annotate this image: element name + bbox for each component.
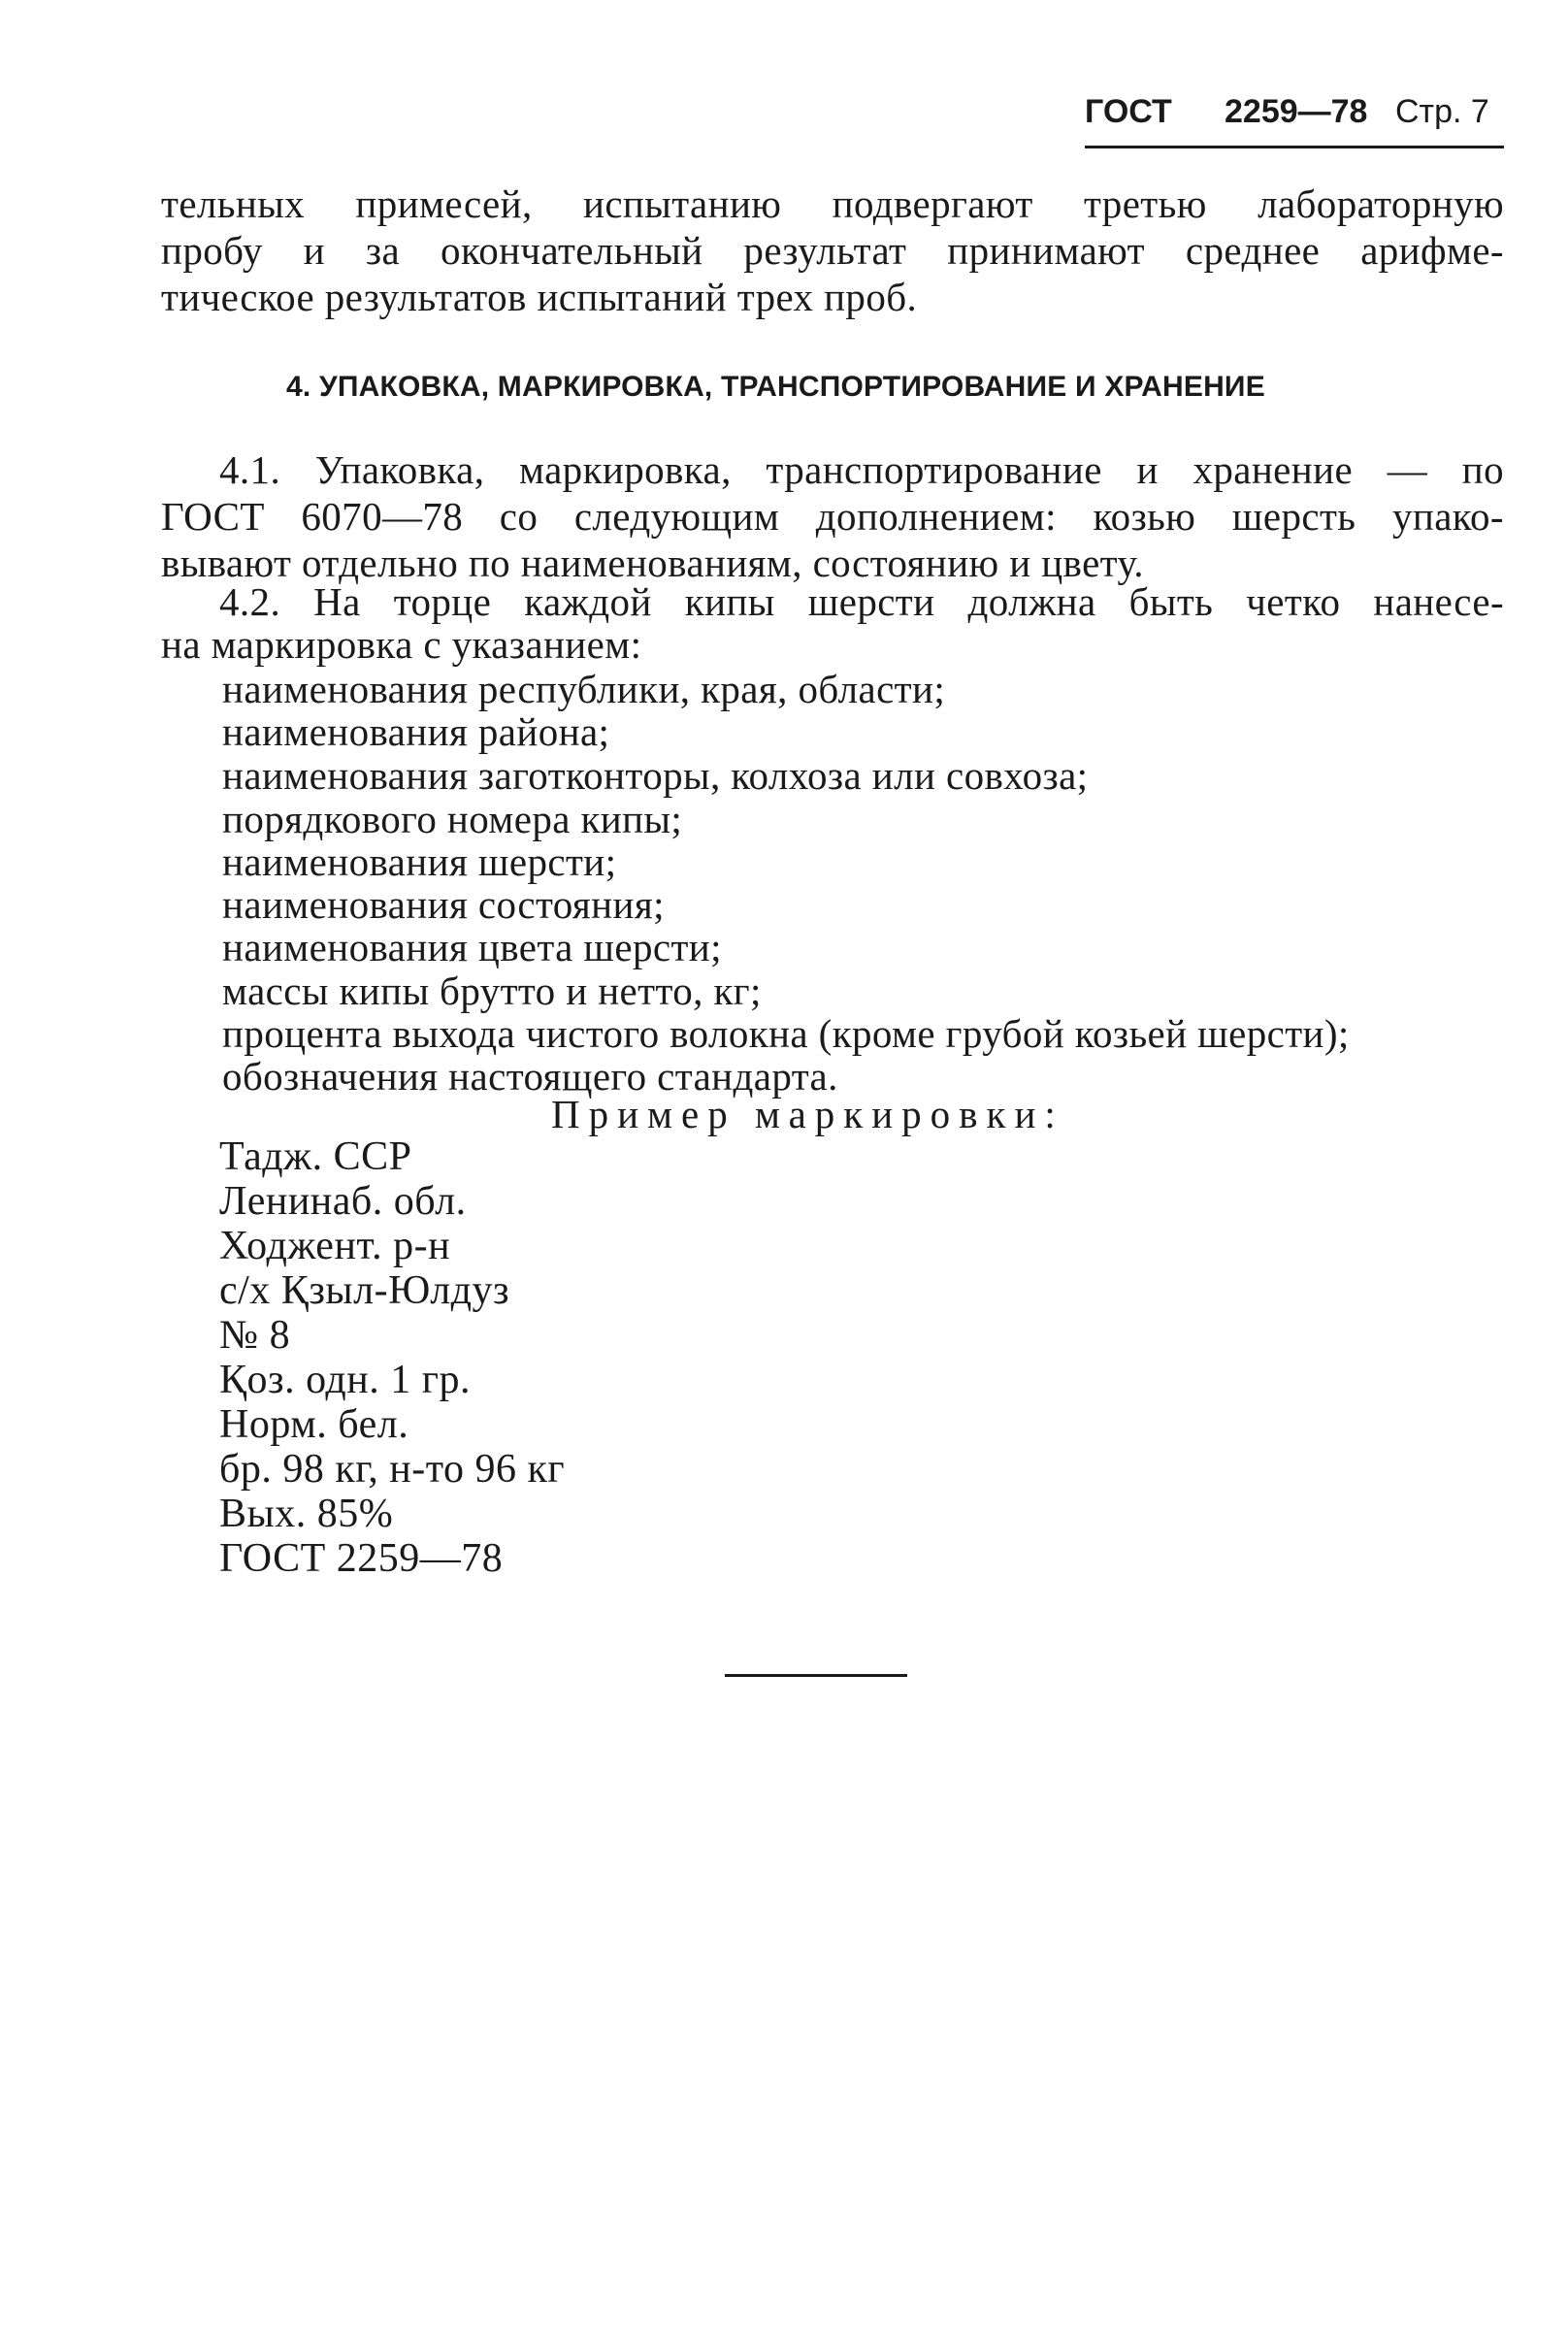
- paragraph-line: пробу и за окончательный результат принимают среднее арифме-: [161, 228, 1504, 273]
- paragraph-line: тельных примесей, испытанию подвергают третью лабораторную: [161, 181, 1504, 226]
- example-line: Ленинаб. обл.: [219, 1179, 467, 1224]
- paragraph-line: тическое результатов испытаний трех проб.: [161, 275, 918, 319]
- example-line: бр. 98 кг, н-то 96 кг: [219, 1447, 566, 1492]
- example-line: Вых. 85%: [219, 1492, 394, 1536]
- paragraph-line: на маркировка с указанием:: [161, 622, 642, 667]
- example-line: Ходжент. р-н: [219, 1224, 451, 1268]
- example-line: Тадж. ССР: [219, 1134, 412, 1179]
- header-rule: [1085, 146, 1504, 148]
- list-item: процента выхода чистого волокна (кроме грубой козьей шерсти);: [222, 1011, 1350, 1056]
- running-header: [1085, 89, 1504, 144]
- example-line: ГОСТ 2259—78: [219, 1536, 504, 1581]
- header-page-number: Стр. 7: [1395, 93, 1489, 130]
- list-item: массы кипы брутто и нетто, кг;: [222, 969, 762, 1013]
- header-standard-number: 2259—78: [1225, 93, 1368, 130]
- list-item: наименования республики, края, области;: [222, 667, 946, 711]
- list-item: наименования района;: [222, 709, 610, 754]
- example-line: № 8: [219, 1313, 291, 1358]
- paragraph-line: ГОСТ 6070—78 со следующим дополнением: козью шерсть упако-: [161, 494, 1504, 539]
- example-line: с/х Қзыл-Юлдуз: [219, 1268, 510, 1313]
- paragraph-line: 4.2. На торце каждой кипы шерсти должна быть четко нанесе-: [219, 579, 1504, 624]
- header-standard: ГОСТ: [1085, 93, 1172, 130]
- list-item: порядкового номера кипы;: [222, 797, 683, 841]
- section-heading: 4. УПАКОВКА, МАРКИРОВКА, ТРАНСПОРТИРОВАНИЕ И ХРАНЕНИЕ: [286, 371, 1265, 403]
- paragraph-line: вывают отдельно по наименованиям, состоянию и цвету.: [161, 541, 1144, 585]
- example-title: Пример маркировки:: [551, 1092, 1064, 1136]
- paragraph-line: 4.1. Упаковка, маркировка, транспортирование и хранение — по: [219, 447, 1504, 492]
- list-item: наименования цвета шерсти;: [222, 925, 722, 969]
- example-line: Қоз. одн. 1 гр.: [219, 1358, 471, 1402]
- list-item: наименования состояния;: [222, 882, 665, 927]
- list-item: наименования шерсти;: [222, 839, 617, 884]
- example-line: Норм. бел.: [219, 1402, 409, 1447]
- list-item: наименования заготконторы, колхоза или совхоза;: [222, 753, 1089, 798]
- list-item: обозначения настоящего стандарта.: [222, 1054, 838, 1099]
- closing-rule: [725, 1674, 907, 1677]
